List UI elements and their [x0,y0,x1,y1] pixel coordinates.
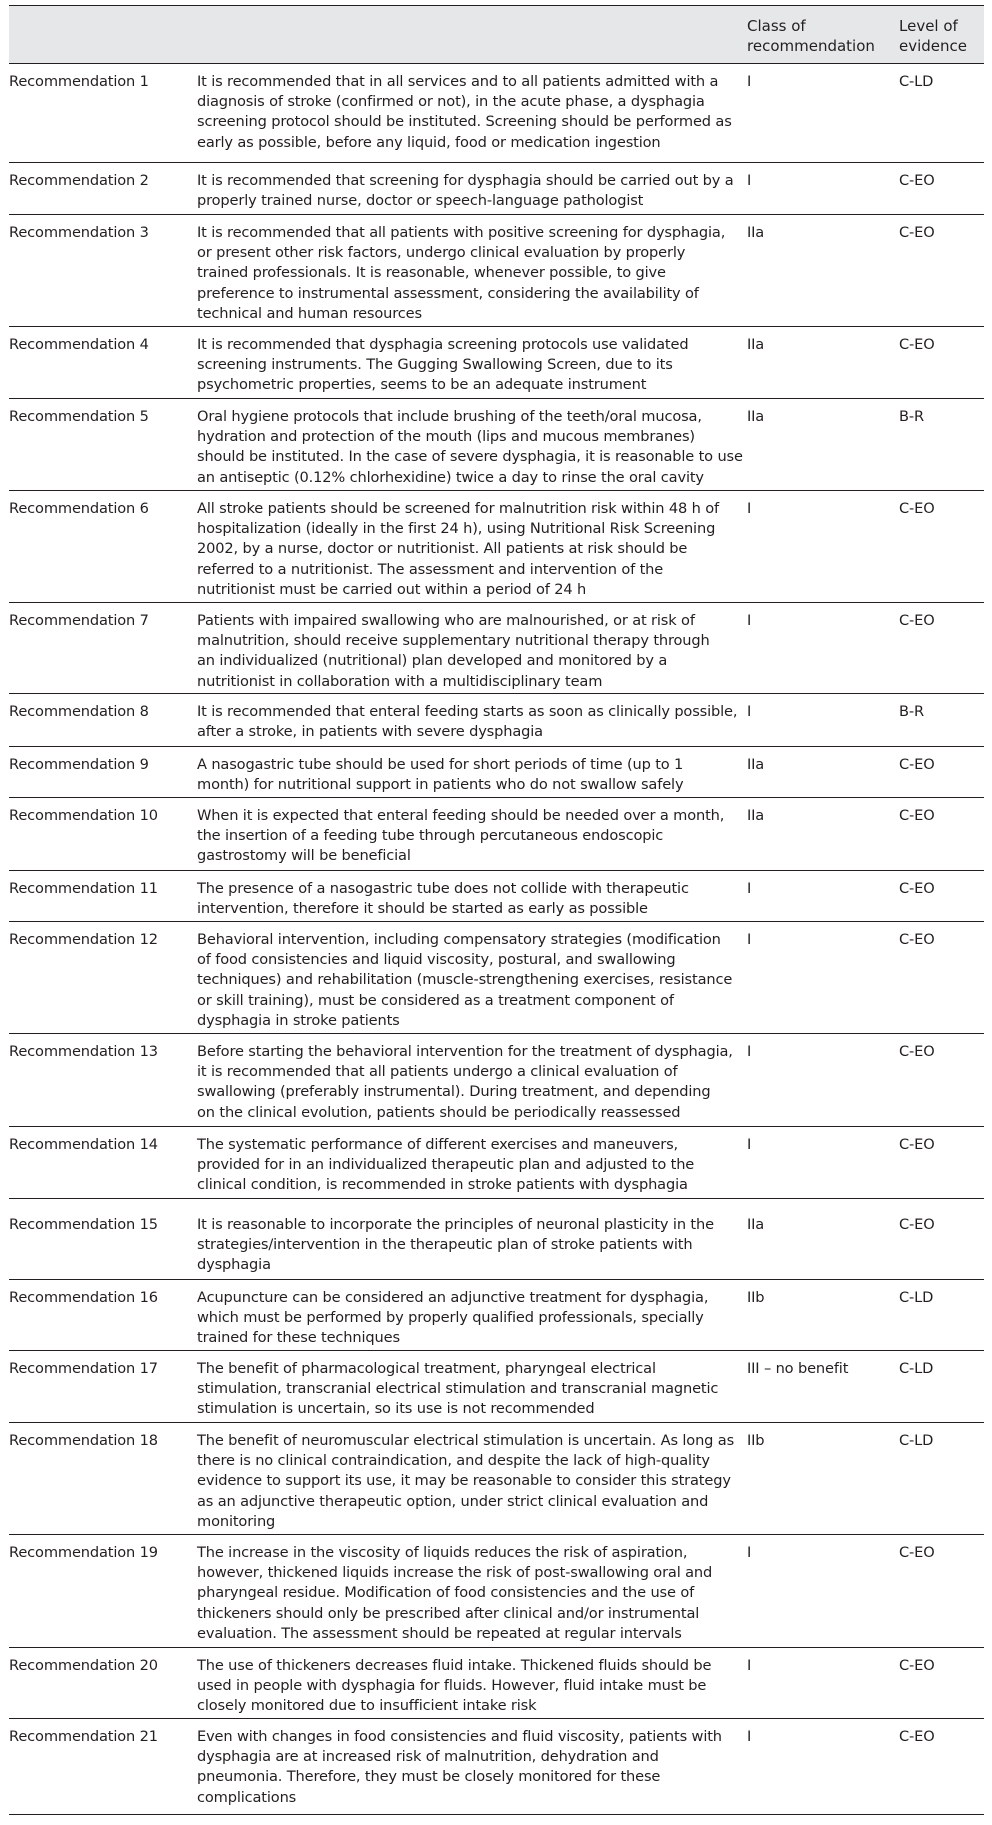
table-row [9,1648,984,1719]
row-class: IIb [747,1432,765,1449]
row-text: It is recommended that in all services and to all patients admitted with a diagnosis of stroke (confirmed or not), in the acute phase, a dysphagia screening protocol should be instituted. Screening should be performed as early as possible, before any liquid, food or medication ingestion [197,73,732,151]
row-label: Recommendation 14 [9,1136,158,1153]
header-class: Class of recommendation [747,17,875,55]
table-row [9,747,984,798]
row-label: Recommendation 8 [9,703,149,720]
row-evidence: C-EO [899,1216,935,1233]
row-evidence: C-EO [899,880,935,897]
row-evidence: C-EO [899,612,935,629]
table-row [9,1351,984,1423]
table-row [9,1034,984,1127]
row-text: Oral hygiene protocols that include brushing of the teeth/oral mucosa, hydration and protection of the mouth (lips and mucous membranes) should be instituted. In the case of severe dysphagia, it is reasonable to use an antiseptic (0.12% chlorhexidine) twice a day to rinse the oral cavity [197,408,743,486]
row-text: The benefit of neuromuscular electrical stimulation is uncertain. As long as there is no clinical contraindication, and despite the lack of high-quality evidence to support its use, it may be reasonable to consider this strategy as an adjunctive therapeutic option, under strict clinical evaluation and monitoring [197,1432,735,1530]
row-evidence: C-EO [899,172,935,189]
header-text [197,16,747,63]
header-label [9,16,197,63]
row-class: IIa [747,408,765,425]
row-text: It is reasonable to incorporate the principles of neuronal plasticity in the strategies/intervention in the therapeutic plan of stroke patients with dysphagia [197,1216,714,1274]
row-label: Recommendation 15 [9,1216,158,1233]
row-evidence: C-EO [899,1728,935,1745]
row-class: IIa [747,756,765,773]
row-evidence: C-EO [899,500,935,517]
row-text: It is recommended that enteral feeding starts as soon as clinically possible, after a stroke, in patients with severe dysphagia [197,703,738,741]
row-label: Recommendation 11 [9,880,158,897]
row-evidence: B-R [899,703,924,720]
row-evidence: C-LD [899,1360,934,1377]
row-class: IIb [747,1289,765,1306]
row-label: Recommendation 12 [9,931,158,948]
row-label: Recommendation 21 [9,1728,158,1745]
row-label: Recommendation 10 [9,807,158,824]
row-label: Recommendation 20 [9,1657,158,1674]
row-evidence: C-LD [899,73,934,90]
table-row [9,1535,984,1648]
table-header [9,5,984,64]
row-label: Recommendation 6 [9,500,149,517]
table-row [9,1719,984,1815]
row-label: Recommendation 18 [9,1432,158,1449]
row-text: The increase in the viscosity of liquids reduces the risk of aspiration, however, thickened liquids increase the risk of post-swallowing oral and pharyngeal residue. Modification of food consistencies and the use of thickeners should only be prescribed after clinical and/or instrumental evaluation. The assessment should be repeated at regular intervals [197,1544,713,1642]
row-text: It is recommended that all patients with positive screening for dysphagia, or present other risk factors, undergo clinical evaluation by properly trained professionals. It is reasonable, whenever possible, to give preference to instrumental assessment, considering the availability of technical and human resources [197,224,726,322]
row-class: I [747,1043,752,1060]
row-evidence: C-LD [899,1289,934,1306]
row-label: Recommendation 5 [9,408,149,425]
table-row [9,603,984,694]
table-row [9,871,984,922]
table-row [9,1423,984,1535]
row-text: All stroke patients should be screened for malnutrition risk within 48 h of hospitalization (ideally in the first 24 h), using Nutritional Risk Screening 2002, by a nurse, doctor or nutritionist. All patients at risk should be referred to a nutritionist. The assessment and intervention of the nutritionist must be carried out within a period of 24 h [197,500,720,598]
table-row [9,694,984,747]
row-class: IIa [747,807,765,824]
row-text: It is recommended that screening for dysphagia should be carried out by a properly trained nurse, doctor or speech-language pathologist [197,172,734,210]
row-evidence: C-LD [899,1432,934,1449]
row-class: IIa [747,224,765,241]
row-text: The use of thickeners decreases fluid intake. Thickened fluids should be used in people with dysphagia for fluids. However, fluid intake must be closely monitored due to insufficient intake risk [197,1657,712,1715]
table-row [9,163,984,215]
table-row [9,1199,984,1280]
row-evidence: C-EO [899,1136,935,1153]
row-class: I [747,880,752,897]
row-text: The presence of a nasogastric tube does not collide with therapeutic intervention, therefore it should be started as early as possible [197,880,689,918]
recommendations-table [9,5,984,1815]
table-row [9,1127,984,1199]
row-text: A nasogastric tube should be used for short periods of time (up to 1 month) for nutritional support in patients who do not swallow safely [197,756,684,794]
row-text: Acupuncture can be considered an adjunctive treatment for dysphagia, which must be performed by properly qualified professionals, specially trained for these techniques [197,1289,709,1347]
row-label: Recommendation 13 [9,1043,158,1060]
row-text: Before starting the behavioral intervention for the treatment of dysphagia, it is recommended that all patients undergo a clinical evaluation of swallowing (preferably instrumental). During treatment, and depending on the clinical evolution, patients should be periodically reassessed [197,1043,733,1121]
row-class: I [747,172,752,189]
row-class: I [747,1728,752,1745]
row-label: Recommendation 3 [9,224,149,241]
row-evidence: C-EO [899,1043,935,1060]
row-evidence: C-EO [899,336,935,353]
row-class: IIa [747,1216,765,1233]
row-class: IIa [747,336,765,353]
row-text: The systematic performance of different exercises and maneuvers, provided for in an individualized therapeutic plan and adjusted to the clinical condition, is recommended in stroke patients with dysphagia [197,1136,695,1194]
table-row [9,327,984,399]
row-evidence: B-R [899,408,924,425]
row-label: Recommendation 7 [9,612,149,629]
row-evidence: C-EO [899,224,935,241]
row-text: The benefit of pharmacological treatment, pharyngeal electrical stimulation, transcranial electrical stimulation and transcranial magnetic stimulation is uncertain, so its use is not recommended [197,1360,719,1418]
row-evidence: C-EO [899,807,935,824]
table-row [9,922,984,1034]
row-text: Even with changes in food consistencies and fluid viscosity, patients with dysphagia are at increased risk of malnutrition, dehydration and pneumonia. Therefore, they must be closely monitored for these complications [197,1728,722,1806]
row-class: I [747,1544,752,1561]
table-row [9,798,984,871]
row-label: Recommendation 2 [9,172,149,189]
row-label: Recommendation 4 [9,336,149,353]
row-class: I [747,1657,752,1674]
row-text: It is recommended that dysphagia screening protocols use validated screening instruments. The Gugging Swallowing Screen, due to its psychometric properties, seems to be an adequate instrument [197,336,689,394]
row-class: I [747,612,752,629]
row-class: I [747,500,752,517]
row-text: Patients with impaired swallowing who are malnourished, or at risk of malnutrition, should receive supplementary nutritional therapy through an individualized (nutritional) plan developed and monitored by a nutritionist in collaboration with a multidisciplinary team [197,612,710,690]
row-evidence: C-EO [899,1544,935,1561]
row-label: Recommendation 1 [9,73,149,90]
row-class: I [747,931,752,948]
table-row [9,399,984,491]
row-evidence: C-EO [899,931,935,948]
header-evidence: Level of evidence [899,17,968,55]
row-class: III – no benefit [747,1360,849,1377]
row-label: Recommendation 19 [9,1544,158,1561]
row-evidence: C-EO [899,1657,935,1674]
row-class: I [747,73,752,90]
table-row [9,491,984,603]
row-label: Recommendation 9 [9,756,149,773]
row-class: I [747,703,752,720]
row-text: Behavioral intervention, including compensatory strategies (modification of food consistencies and liquid viscosity, postural, and swallowing techniques) and rehabilitation (muscle-strengthening exercises, resistance or skill training), must be considered as a treatment component of dysphagia in stroke patients [197,931,733,1029]
table-row [9,215,984,327]
row-class: I [747,1136,752,1153]
table-body [9,64,984,1815]
table-row [9,64,984,163]
table-row [9,1280,984,1351]
row-evidence: C-EO [899,756,935,773]
row-label: Recommendation 17 [9,1360,158,1377]
row-label: Recommendation 16 [9,1289,158,1306]
row-text: When it is expected that enteral feeding should be needed over a month, the insertion of a feeding tube through percutaneous endoscopic gastrostomy will be beneficial [197,807,725,865]
